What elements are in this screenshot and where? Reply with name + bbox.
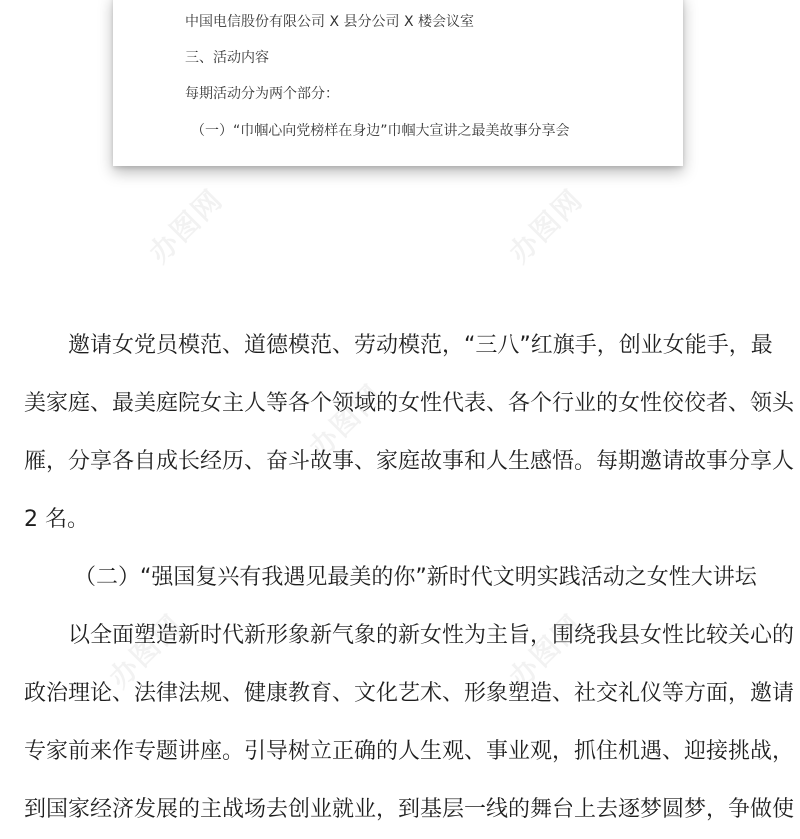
paragraph-line: 专家前来作专题讲座。引导树立正确的人生观、事业观，抓住机遇、迎接挑战， [24, 739, 795, 764]
card-line-section-title: 三、活动内容 [185, 50, 269, 66]
paragraph-line: 政治理论、法律法规、健康教育、文化艺术、形象塑造、社交礼仪等方面，邀请 [24, 681, 795, 706]
watermark: 办图网 [302, 377, 390, 465]
card-line-subsection-1: （一）“巾帼心向党榜样在身边”巾帼大宣讲之最美故事分享会 [191, 123, 570, 139]
subsection-heading: （二）“强国复兴有我遇见最美的你”新时代文明实践活动之女性大讲坛 [74, 565, 757, 590]
paragraph-line: 雁，分享各自成长经历、奋斗故事、家庭故事和人生感悟。每期邀请故事分享人 [24, 449, 795, 474]
watermark: 办图网 [502, 182, 590, 270]
paragraph-line: 邀请女党员模范、道德模范、劳动模范，“三八”红旗手，创业女能手，最 [68, 333, 773, 358]
card-line-venue: 中国电信股份有限公司 X 县分公司 X 楼会议室 [185, 14, 474, 30]
paragraph-line: 到国家经济发展的主战场去创业就业，到基层一线的舞台上去逐梦圆梦，争做使 [24, 797, 795, 822]
card-line-intro: 每期活动分为两个部分： [185, 86, 339, 102]
document-body [24, 317, 795, 839]
watermark: 办图网 [102, 607, 190, 695]
watermark: 办图网 [502, 607, 590, 695]
paragraph-line: 2 名。 [24, 507, 89, 532]
paragraph-line: 美家庭、最美庭院女主人等各个领域的女性代表、各个行业的女性佼佼者、领头 [24, 391, 795, 416]
paragraph-line: 以全面塑造新时代新形象新气象的新女性为主旨，围绕我县女性比较关心的 [68, 623, 795, 648]
document-preview-card [113, 0, 683, 166]
watermark: 办图网 [142, 182, 230, 270]
